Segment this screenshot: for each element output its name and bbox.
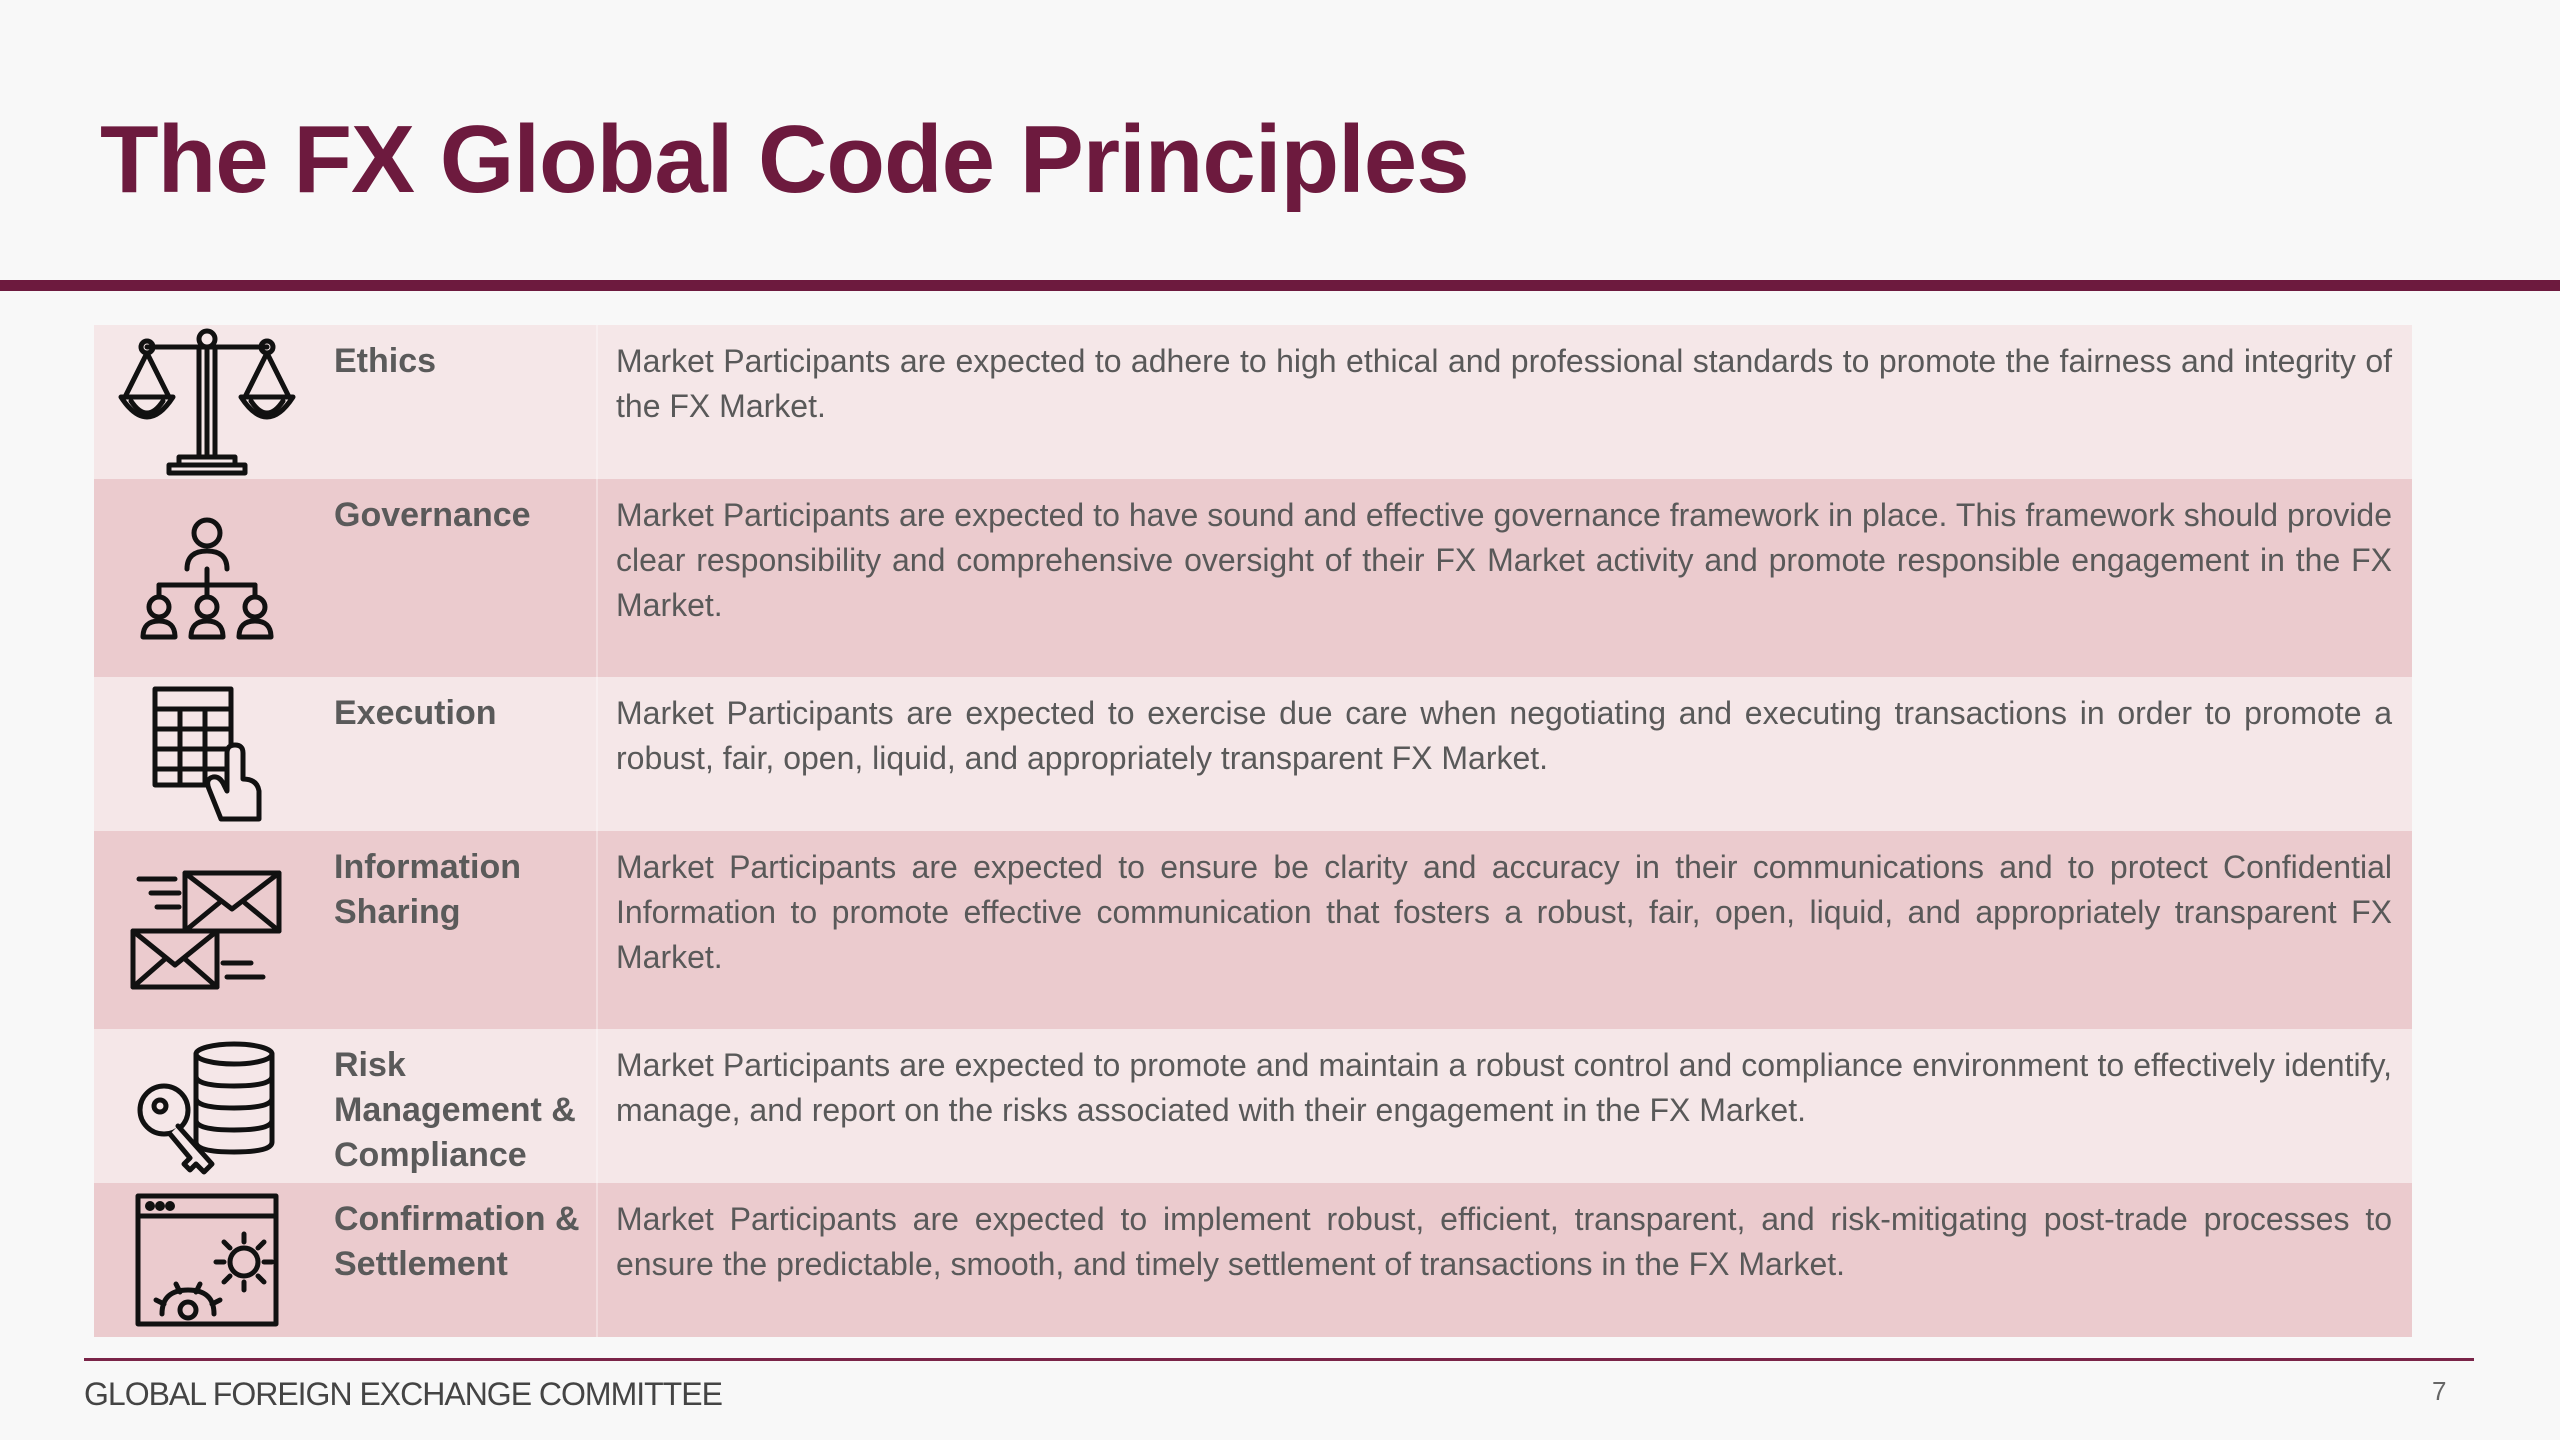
principle-row-risk-management bbox=[94, 1029, 2412, 1183]
org-chart-icon bbox=[137, 513, 277, 643]
principle-icon-cell bbox=[94, 831, 320, 1029]
principle-icon-cell bbox=[94, 1029, 320, 1183]
principle-icon-cell bbox=[94, 325, 320, 479]
principle-name: Risk Management & Compliance bbox=[320, 1029, 598, 1183]
principle-row-governance bbox=[94, 479, 2412, 677]
envelopes-icon bbox=[127, 865, 287, 995]
scales-icon bbox=[117, 327, 297, 477]
principle-icon-cell bbox=[94, 1183, 320, 1337]
principles-table bbox=[94, 325, 2412, 1337]
principle-name: Information Sharing bbox=[320, 831, 598, 1029]
principle-description: Market Participants are expected to promote and maintain a robust control and compliance environment to effectively identify, manage, and report on the risks associated with their engagement in the FX Market. bbox=[616, 1047, 2392, 1128]
principle-row-ethics bbox=[94, 325, 2412, 479]
principle-name: Confirmation & Settlement bbox=[320, 1183, 598, 1337]
title-divider bbox=[0, 280, 2560, 291]
principle-name: Execution bbox=[320, 677, 598, 831]
principle-icon-cell bbox=[94, 677, 320, 831]
page-number: 7 bbox=[2432, 1376, 2447, 1406]
principle-name: Governance bbox=[320, 479, 598, 677]
footer-organization: GLOBAL FOREIGN EXCHANGE COMMITTEE bbox=[84, 1376, 722, 1412]
principle-icon-cell bbox=[94, 479, 320, 677]
browser-gears-icon bbox=[132, 1190, 282, 1330]
principle-description: Market Participants are expected to adhere to high ethical and professional standards to promote the fairness and integrity of the FX Market. bbox=[616, 343, 2392, 424]
principle-description: Market Participants are expected to ensure be clarity and accuracy in their communications and to protect Confidential Information to promote effective communication that fosters a robust, fair, open, liquid, and appropriately transparent FX Market. bbox=[616, 849, 2392, 975]
principle-row-information-sharing bbox=[94, 831, 2412, 1029]
page-title: The FX Global Code Principles bbox=[100, 106, 1469, 213]
principle-row-confirmation-settlement bbox=[94, 1183, 2412, 1337]
principle-row-execution bbox=[94, 677, 2412, 831]
principle-description: Market Participants are expected to implement robust, efficient, transparent, and risk-mitigating post-trade processes to ensure the predictable, smooth, and timely settlement of transactions in the FX Market. bbox=[616, 1201, 2392, 1282]
principle-description: Market Participants are expected to have sound and effective governance framework in place. This framework should provide clear responsibility and comprehensive oversight of their FX Market activity and promote responsible engagement in the FX Market. bbox=[616, 497, 2392, 623]
principle-name: Ethics bbox=[320, 325, 598, 479]
principle-description: Market Participants are expected to exercise due care when negotiating and executing transactions in order to promote a robust, fair, open, liquid, and appropriately transparent FX Market. bbox=[616, 695, 2392, 776]
footer-divider bbox=[84, 1358, 2474, 1361]
table-touch-icon bbox=[147, 679, 267, 829]
database-key-icon bbox=[132, 1036, 282, 1176]
